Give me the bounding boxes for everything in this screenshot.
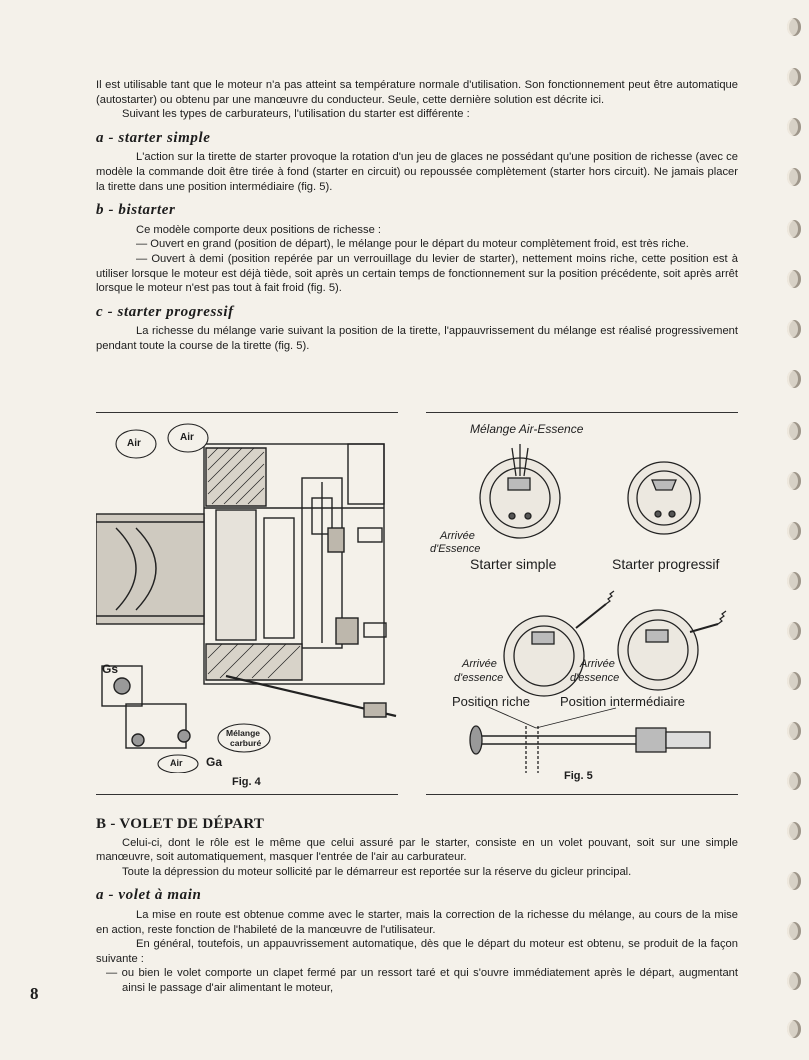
intro-paragraph-2: Suivant les types de carburateurs, l'utilisation du starter est différente :	[122, 108, 470, 121]
fig4-label-air: Air	[180, 432, 194, 443]
fig5-label-starter-simple: Starter simple	[470, 556, 557, 572]
upper-text	[96, 78, 738, 354]
binder-hole	[787, 1020, 801, 1038]
bistarter-text-1: Ce modèle comporte deux positions de richesse :	[136, 223, 382, 236]
binder-hole	[787, 220, 801, 238]
bistarter-text-2: — Ouvert en grand (position de départ), le mélange pour le départ du moteur complètement froid, est très riche.	[136, 238, 689, 251]
starter-progressif-text: La richesse du mélange varie suivant la position de la tirette, l'appauvrissement du mélange est réalisé progressivement pendant toute la course de la tirette (fig. 5).	[96, 325, 738, 352]
heading-starter-simple: a - starter simple	[96, 129, 211, 146]
fig4-label-ga: Ga	[206, 755, 223, 769]
binder-hole	[787, 472, 801, 490]
binder-hole	[787, 422, 801, 440]
fig5-label-dessence: d'Essence	[430, 543, 481, 555]
fig5-starter-drawing	[426, 418, 738, 773]
bistarter-text-3: — Ouvert à demi (position repérée par un verrouillage du levier de starter), nettement moins riche, cette position est à utiliser lorsque le moteur est déjà tiède, soit après un certain temps de fonctionnement sur la position précédente, soit après arrêt lorsque le moteur n'est pas tout à fait froid (fig. 5).	[96, 252, 738, 295]
fig4-label-carbure: carburé	[230, 738, 262, 748]
binder-hole	[787, 872, 801, 890]
binder-hole	[787, 822, 801, 840]
binder-hole	[787, 622, 801, 640]
fig5-label-arrivee: Arrivée	[580, 658, 615, 670]
volet-main-paragraph-1: La mise en route est obtenue comme avec le starter, mais la correction de la richesse du mélange, au cours de la mise en action, reste fonction de l'habileté de la manœuvre de l'utilisateur.	[96, 908, 738, 936]
volet-main-paragraph-2: En général, toutefois, un appauvrissement automatique, dès que le départ du moteur est obtenu, se produit de la façon suivante :	[96, 938, 738, 965]
fig5-label-position-intermediaire: Position intermédiaire	[560, 694, 686, 709]
binder-hole	[787, 922, 801, 940]
volet-main-paragraph-3: — ou bien le volet comporte un clapet fermé par un ressort taré et qui s'ouvre immédiatement après le départ, augmentant ainsi le passage d'air alimentant le moteur,	[106, 967, 738, 994]
fig5-label-dessence: d'essence	[454, 672, 504, 684]
fig4-bottom-rule	[96, 794, 398, 795]
fig4-carburetor-drawing	[96, 418, 398, 773]
fig5-caption: Fig. 5	[564, 770, 593, 782]
fig5-label-position-riche: Position riche	[452, 694, 531, 709]
binder-hole	[787, 522, 801, 540]
fig4-top-rule	[96, 412, 398, 413]
binder-hole	[787, 270, 801, 288]
heading-starter-progressif: c - starter progressif	[96, 303, 234, 320]
intro-paragraph: Il est utilisable tant que le moteur n'a pas atteint sa température normale d'utilisation. Son fonctionnement peut être automatique (autostarter) ou obtenu par une manœuvre du conducteur. Seule, cette dernière solution est décrite ici.	[96, 79, 738, 106]
fig4-label-gs: Gs	[102, 662, 119, 676]
fig5-label-arrivee: Arrivée	[462, 658, 497, 670]
binder-hole	[787, 972, 801, 990]
figures-area	[96, 410, 738, 798]
binder-hole	[787, 722, 801, 740]
heading-volet-de-depart: B - VOLET DE DÉPART	[96, 816, 265, 832]
binder-hole	[787, 118, 801, 136]
binder-hole	[787, 168, 801, 186]
page-number: 8	[30, 984, 39, 1003]
binder-hole	[787, 672, 801, 690]
fig5-label-starter-progressif: Starter progressif	[612, 556, 720, 572]
binder-holes	[781, 10, 803, 1050]
fig4-label-melange: Mélange	[226, 728, 261, 738]
volet-paragraph-2: Toute la dépression du moteur sollicité par le démarreur est reportée sur la réserve du gicleur principal.	[122, 865, 632, 878]
lower-text	[96, 817, 738, 996]
fig5-label-melange: Mélange Air-Essence	[470, 422, 584, 436]
fig4-label-air: Air	[127, 438, 141, 449]
fig4-caption: Fig. 4	[232, 776, 261, 788]
binder-hole	[787, 572, 801, 590]
fig5-label-arrivee: Arrivée	[440, 530, 475, 542]
binder-hole	[787, 772, 801, 790]
volet-paragraph-1: Celui-ci, dont le rôle est le même que celui assuré par le starter, consiste en un volet pouvant, soit sur une simple manœuvre, soit automatiquement, masquer l'entrée de l'air au carburateur.	[96, 836, 738, 864]
heading-bistarter: b - bistarter	[96, 202, 176, 219]
binder-hole	[787, 18, 801, 36]
fig5-label-dessence: d'essence	[570, 672, 620, 684]
fig5-bottom-rule	[426, 794, 738, 795]
binder-hole	[787, 68, 801, 86]
starter-simple-text: L'action sur la tirette de starter provoque la rotation d'un jeu de glaces ne possédant qu'une position de richesse (avec ce modèle la commande doit être tirée à fond (starter en circuit) ou repoussée complètement (starter hors circuit). Ne jamais placer la tirette dans une position intermédiaire (fig. 5).	[96, 151, 738, 193]
heading-volet-a-main: a - volet à main	[96, 887, 202, 904]
fig4-label-air: Air	[170, 758, 183, 768]
binder-hole	[787, 370, 801, 388]
binder-hole	[787, 320, 801, 338]
fig5-top-rule	[426, 412, 738, 413]
